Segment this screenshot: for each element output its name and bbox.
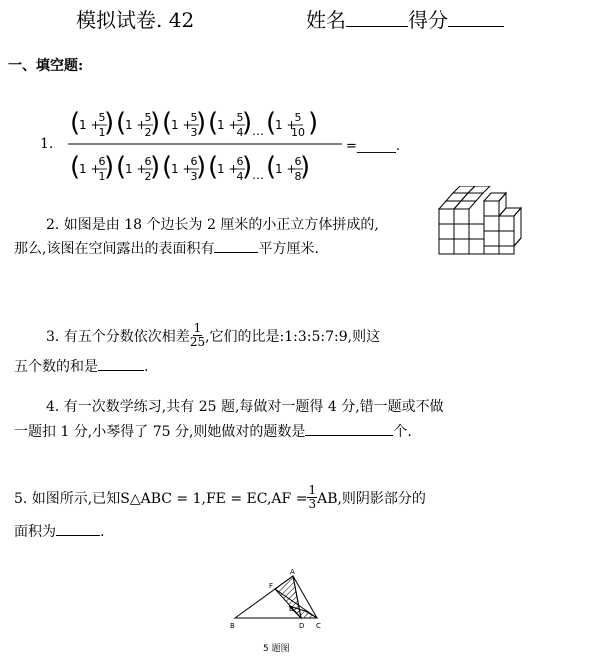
factor-den: 3 <box>190 170 198 183</box>
ellipsis: … <box>252 124 264 138</box>
q5-suffix: AB,则阴影部分的 <box>317 490 426 507</box>
factor-num: 6 <box>236 155 244 168</box>
paren-right: ) <box>196 108 207 138</box>
factor-den: 8 <box>294 170 302 183</box>
ellipsis: … <box>252 168 264 182</box>
q3-frac-den: 25 <box>189 335 206 349</box>
paren-left: ( <box>116 108 127 138</box>
q3-line2 <box>14 356 148 376</box>
paren-left: ( <box>162 108 173 138</box>
paren-left: ( <box>70 152 81 182</box>
q5-fraction <box>307 484 317 511</box>
q3-blank <box>98 356 144 371</box>
q5-blank <box>56 521 100 536</box>
label-f: F <box>269 582 274 590</box>
q2-blank <box>214 238 258 253</box>
paren-left: ( <box>70 108 81 138</box>
paren-right: ) <box>150 152 161 182</box>
q1-expression <box>60 95 420 195</box>
factor-whole: 1 + <box>275 162 297 176</box>
q1-denominator <box>70 152 310 183</box>
q5-line2 <box>14 521 104 541</box>
score-label: 得分 <box>408 8 448 32</box>
score-blank <box>448 12 504 27</box>
factor-whole: 1 + <box>79 118 101 132</box>
label-b: B <box>230 622 235 630</box>
factor-num: 5 <box>98 111 106 124</box>
q5-frac-den: 3 <box>308 497 317 511</box>
q3-text-a: 五个数的和是 <box>14 359 98 375</box>
label-a: A <box>290 568 295 576</box>
factor-whole: 1 + <box>79 162 101 176</box>
factor-num: 6 <box>294 155 302 168</box>
factor-whole: 1 + <box>275 118 297 132</box>
q3-line1 <box>46 322 380 349</box>
q4-line1: 4. 有一次数学练习,共有 25 题,每做对一题得 4 分,错一题或不做 <box>46 399 444 415</box>
q2-text-b: 平方厘米. <box>258 241 319 257</box>
paren-left: ( <box>208 108 219 138</box>
paren-left: ( <box>162 152 173 182</box>
paren-right: ) <box>196 152 207 182</box>
factor-num: 5 <box>144 111 152 124</box>
q4-text-b: 个. <box>393 424 412 440</box>
label-c: C <box>316 622 321 630</box>
q2-line2 <box>14 238 319 258</box>
factor-den: 3 <box>190 126 198 139</box>
q5-prefix: 5. 如图所示,已知S△ABC = 1,FE = EC,AF = <box>14 490 308 507</box>
q5-line1 <box>14 484 426 511</box>
q5-text-b: . <box>100 524 105 540</box>
name-blank <box>346 12 408 27</box>
factor-num: 6 <box>98 155 106 168</box>
q4-line2 <box>14 421 412 441</box>
factor-den: 10 <box>291 126 305 139</box>
paren-right: ) <box>104 108 115 138</box>
factor-whole: 1 + <box>125 118 147 132</box>
q1-number: 1. <box>40 136 54 152</box>
factor-num: 6 <box>190 155 198 168</box>
factor-num: 5 <box>236 111 244 124</box>
q4-text-a: 一题扣 1 分,小琴得了 75 分,则她做对的题数是 <box>14 424 306 440</box>
q3-frac-num: 1 <box>193 321 202 335</box>
factor-num: 5 <box>294 111 302 124</box>
q2-text-a: 那么,该图在空间露出的表面积有 <box>14 241 215 257</box>
q3-fraction <box>190 322 205 349</box>
factor-den: 1 <box>98 170 106 183</box>
factor-den: 4 <box>236 170 244 183</box>
triangle-figure <box>225 566 335 656</box>
cube-figure <box>436 186 528 262</box>
factor-whole: 1 + <box>217 118 239 132</box>
q1-answer-blank: =______. <box>346 139 401 154</box>
q1-numerator <box>70 108 318 139</box>
q5-frac-num: 1 <box>308 483 317 497</box>
paren-left: ( <box>116 152 127 182</box>
q3-text-b: . <box>144 359 149 375</box>
paren-right: ) <box>104 152 115 182</box>
factor-whole: 1 + <box>171 118 193 132</box>
label-d: D <box>299 622 305 630</box>
name-field <box>306 4 504 33</box>
factor-num: 6 <box>144 155 152 168</box>
factor-whole: 1 + <box>217 162 239 176</box>
paren-right: ) <box>150 108 161 138</box>
paren-right: ) <box>242 152 253 182</box>
figure5-caption: 5 题图 <box>263 644 290 654</box>
factor-whole: 1 + <box>125 162 147 176</box>
q3-prefix: 3. 有五个分数依次相差 <box>46 328 190 345</box>
paren-right: ) <box>300 152 311 182</box>
paren-left: ( <box>266 108 277 138</box>
paren-right: ) <box>242 108 253 138</box>
label-e: E <box>289 605 294 613</box>
q2-line1: 2. 如图是由 18 个边长为 2 厘米的小正立方体拼成的, <box>46 217 379 233</box>
name-label: 姓名 <box>306 8 346 32</box>
factor-den: 4 <box>236 126 244 139</box>
factor-whole: 1 + <box>171 162 193 176</box>
factor-num: 5 <box>190 111 198 124</box>
q3-suffix: ,它们的比是:1:3:5:7:9,则这 <box>205 328 381 345</box>
q4-blank <box>305 421 393 436</box>
section-heading: 一、填空题: <box>8 58 84 74</box>
paren-left: ( <box>266 152 277 182</box>
q5-text-a: 面积为 <box>14 524 56 540</box>
factor-den: 2 <box>144 170 152 183</box>
factor-den: 1 <box>98 126 106 139</box>
paren-right: ) <box>308 108 319 138</box>
paren-left: ( <box>208 152 219 182</box>
exam-title: 模拟试卷. 42 <box>76 8 195 32</box>
factor-den: 2 <box>144 126 152 139</box>
